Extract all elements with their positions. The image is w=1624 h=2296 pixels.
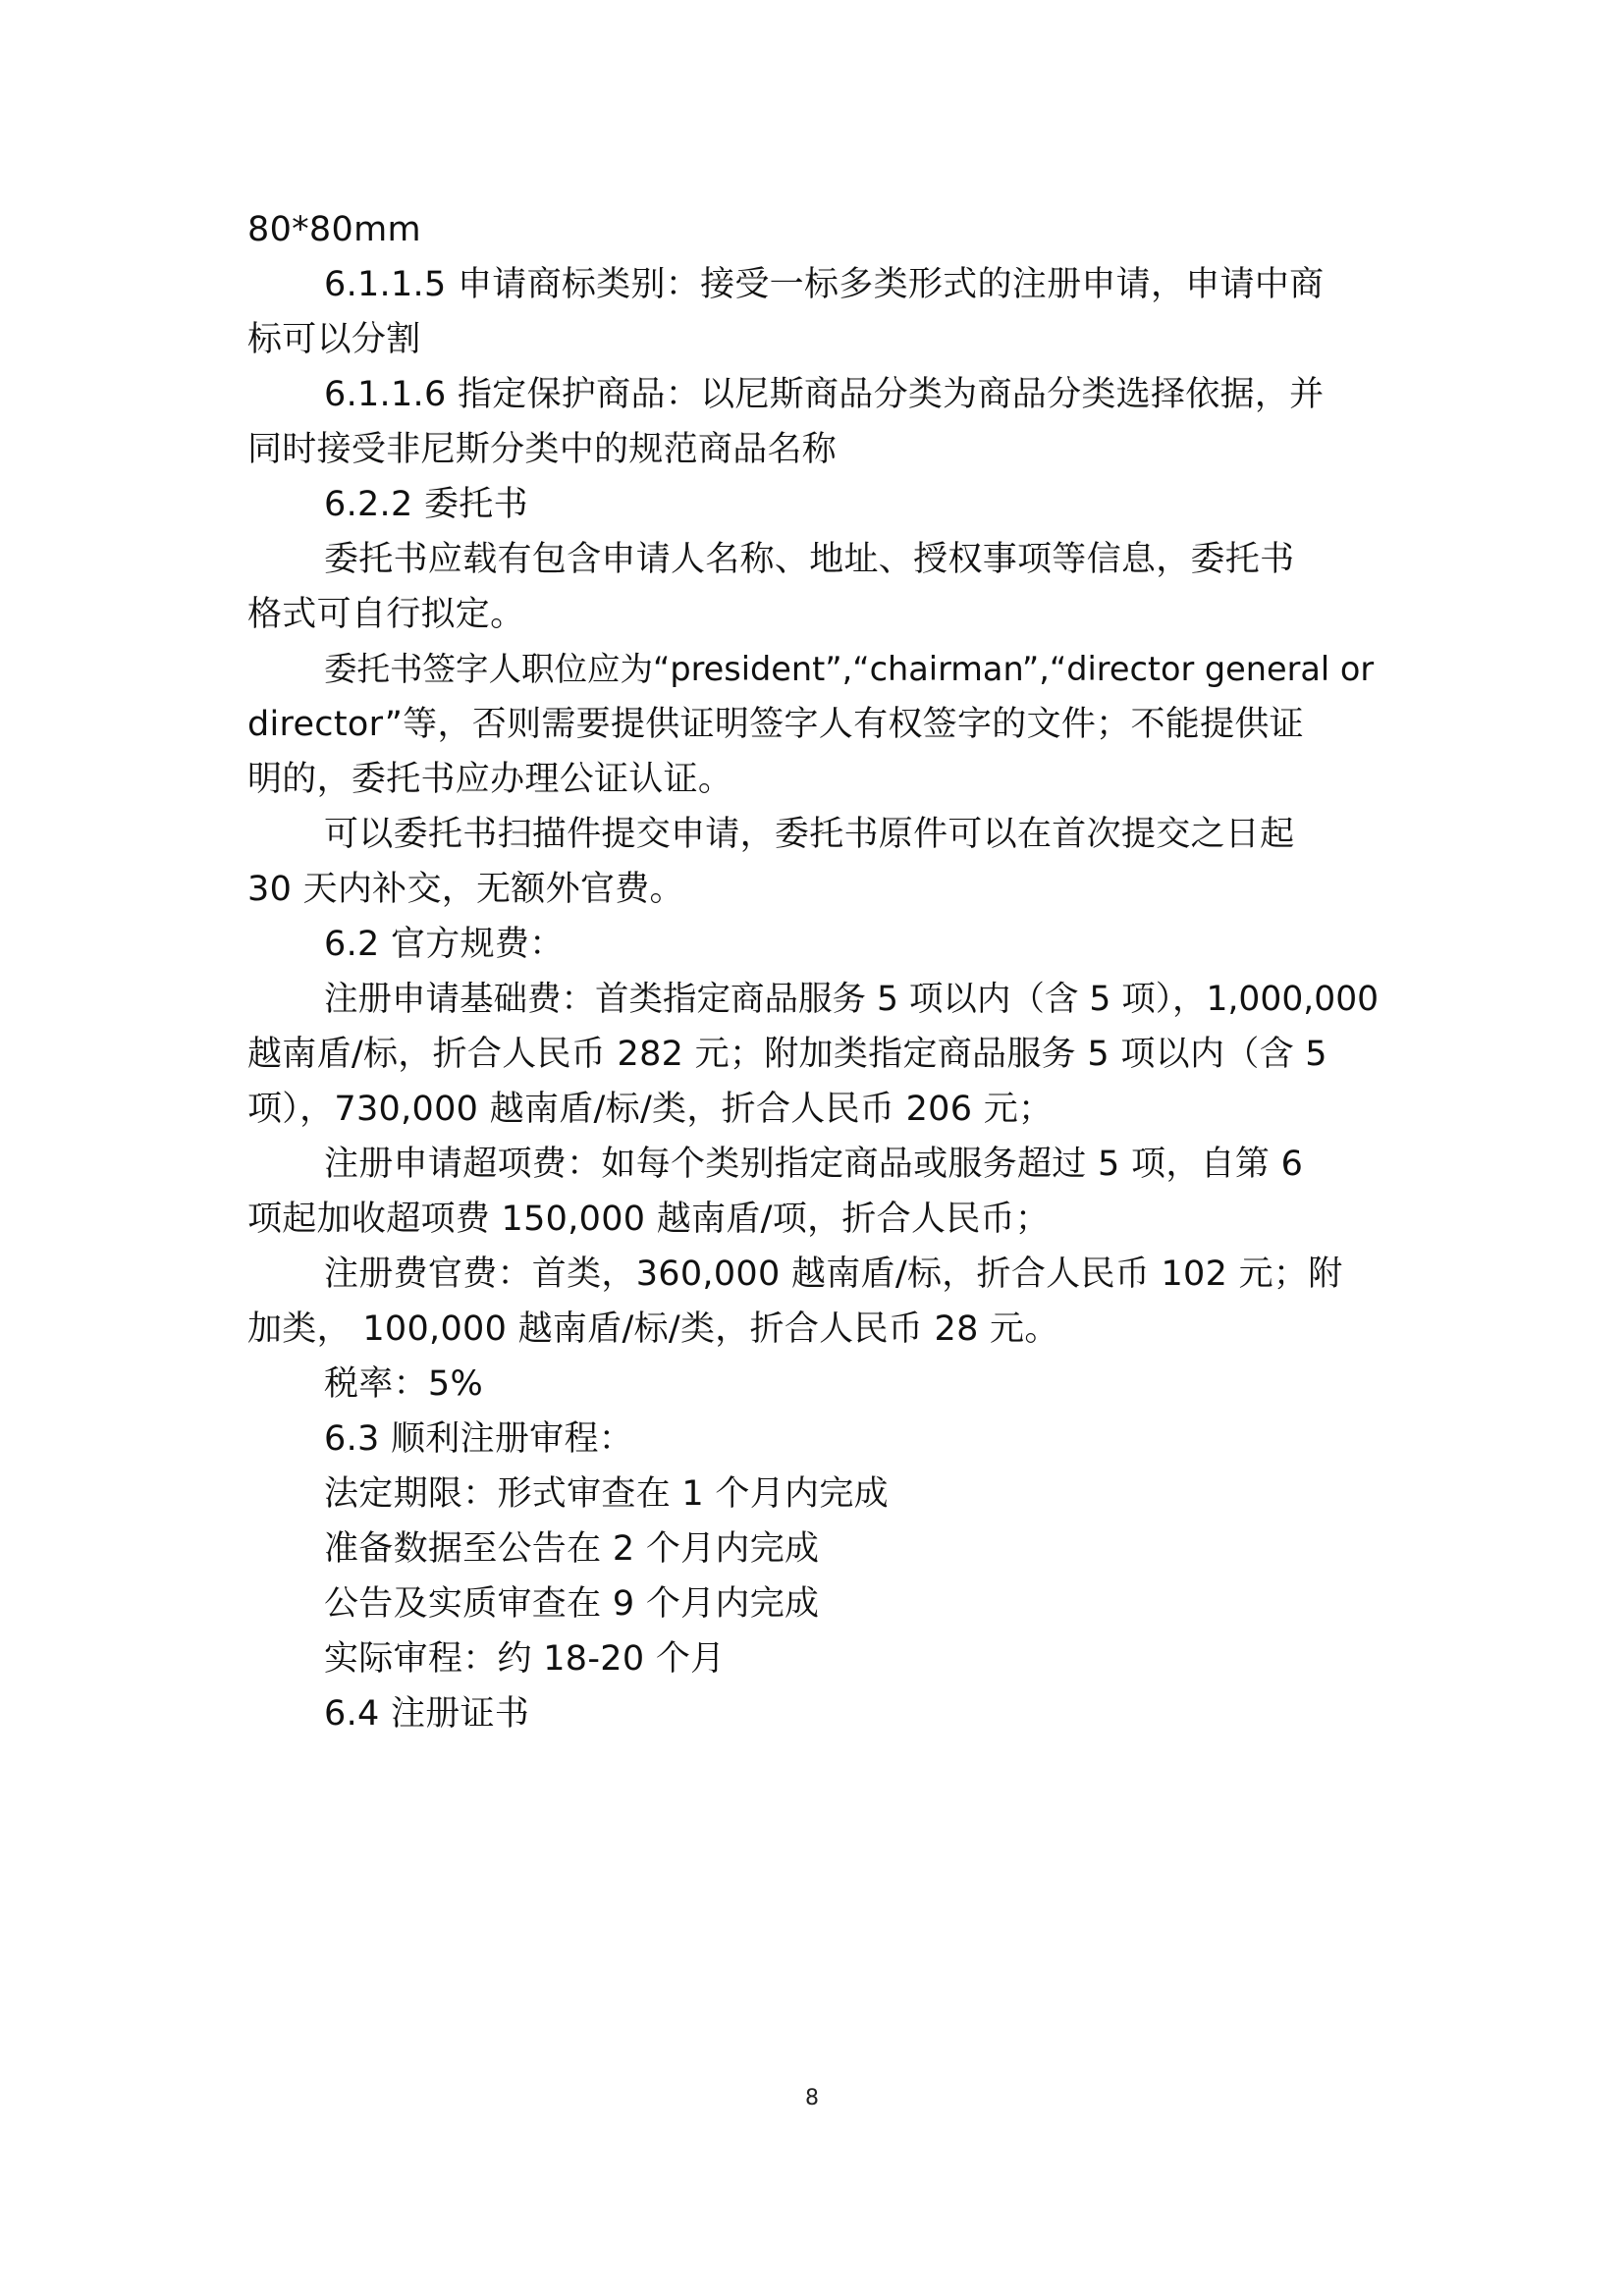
text-line-dimension: 80*80mm [247, 210, 421, 249]
text-line: 标可以分割 [247, 320, 421, 359]
section-heading-registration-certificate: 6.4 注册证书 [324, 1694, 530, 1734]
text-line: 越南盾/标，折合人民币 282 元；附加类指定商品服务 5 项以内（含 5 [247, 1035, 1327, 1074]
text-line-excess-fee: 注册申请超项费：如每个类别指定商品或服务超过 5 项，自第 6 [324, 1145, 1304, 1184]
text-line: 同时接受非尼斯分类中的规范商品名称 [247, 430, 838, 469]
text-line: 30 天内补交，无额外官费。 [247, 870, 684, 909]
text-line-trademark-class: 6.1.1.5 申请商标类别：接受一标多类形式的注册申请，申请中商 [324, 265, 1325, 304]
text-line-actual-timeline: 实际审程：约 18-20 个月 [324, 1639, 726, 1679]
page-number: 8 [805, 2086, 819, 2110]
text-line-basic-fee: 注册申请基础费：首类指定商品服务 5 项以内（含 5 项），1,000,000 [324, 980, 1380, 1019]
text-line: 项起加收超项费 150,000 越南盾/项，折合人民币； [247, 1200, 1051, 1239]
text-line-statutory-period: 法定期限：形式审查在 1 个月内完成 [324, 1474, 889, 1514]
text-line: 项），730,000 越南盾/标/类，折合人民币 206 元； [247, 1090, 1054, 1129]
text-line-tax-rate: 税率：5% [324, 1364, 484, 1404]
text-line-signatory: 委托书签字人职位应为“president”,“chairman”,“director general or [324, 650, 1375, 688]
section-heading-registration-timeline: 6.3 顺利注册审程： [324, 1419, 634, 1459]
text-line-substantive-exam: 公告及实质审查在 9 个月内完成 [324, 1584, 820, 1624]
section-heading-official-fees: 6.2 官方规费： [324, 925, 565, 964]
text-line-registration-fee: 注册费官费：首类，360,000 越南盾/标，折合人民币 102 元；附 [324, 1255, 1343, 1294]
text-line-publication-prep: 准备数据至公告在 2 个月内完成 [324, 1529, 820, 1569]
text-line-designated-goods: 6.1.1.6 指定保护商品：以尼斯商品分类为商品分类选择依据，并 [324, 375, 1325, 414]
text-line: 委托书应载有包含申请人名称、地址、授权事项等信息，委托书 [324, 540, 1295, 579]
text-line: 加类， 100,000 越南盾/标/类，折合人民币 28 元。 [247, 1309, 1059, 1349]
text-line-scan-submission: 可以委托书扫描件提交申请，委托书原件可以在首次提交之日起 [324, 815, 1295, 854]
text-line: 明的，委托书应办理公证认证。 [247, 760, 733, 799]
text-line: director”等，否则需要提供证明签字人有权签字的文件；不能提供证 [247, 705, 1304, 744]
document-body [247, 202, 1386, 1741]
text-line: 格式可自行拟定。 [247, 595, 525, 634]
section-heading-power-of-attorney: 6.2.2 委托书 [324, 485, 528, 524]
